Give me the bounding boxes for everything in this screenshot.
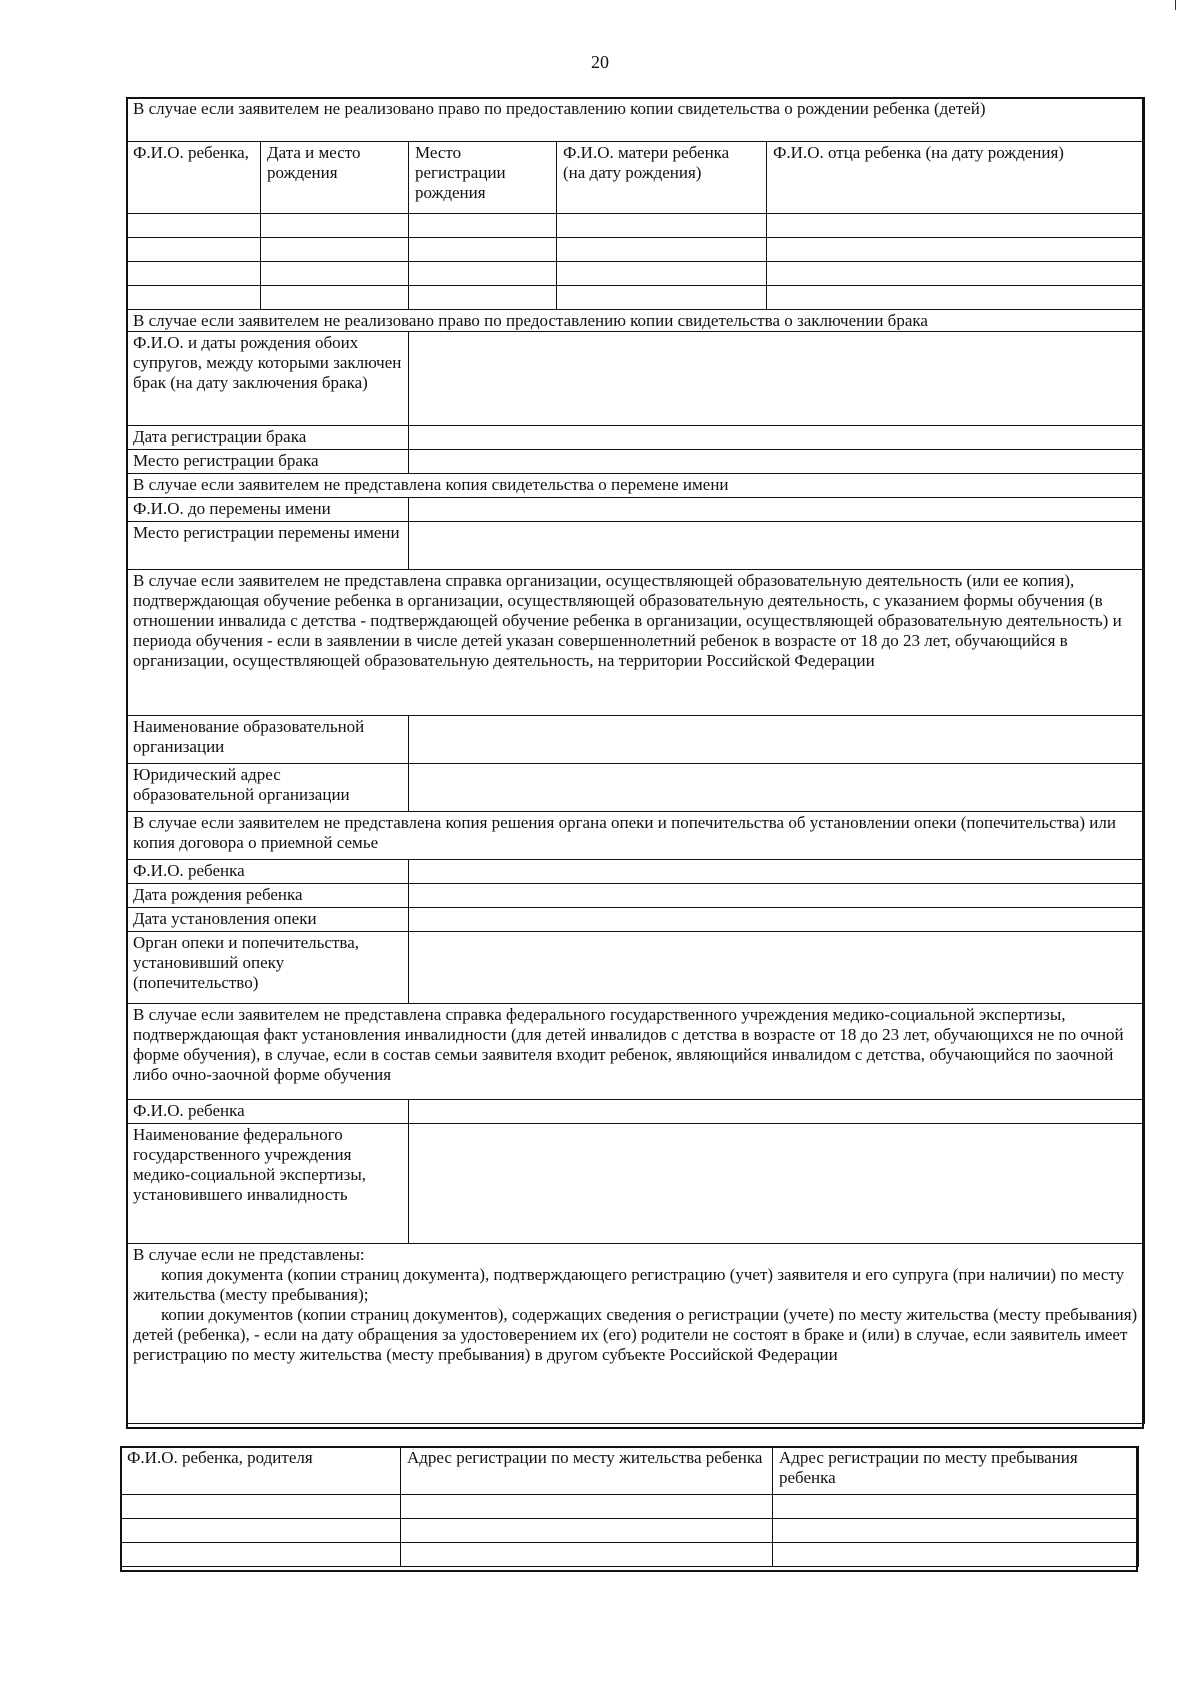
input-cell[interactable] bbox=[121, 1495, 401, 1519]
marriage-date-field[interactable] bbox=[409, 426, 1145, 450]
application-form-table bbox=[126, 97, 1145, 1424]
section1-heading: В случае если заявителем не реализовано право по предоставлению копии свидетельства о рождении ребенка (детей) bbox=[127, 98, 1145, 142]
section7-text bbox=[127, 1244, 1145, 1424]
input-cell[interactable] bbox=[127, 262, 261, 286]
table-row bbox=[121, 1519, 1139, 1543]
input-cell[interactable] bbox=[261, 262, 409, 286]
table-row bbox=[121, 1543, 1139, 1567]
disabled-child-name-label: Ф.И.О. ребенка bbox=[127, 1100, 409, 1124]
input-cell[interactable] bbox=[409, 286, 557, 310]
guardianship-date-label: Дата установления опеки bbox=[127, 908, 409, 932]
input-cell[interactable] bbox=[557, 214, 767, 238]
medical-institution-field[interactable] bbox=[409, 1124, 1145, 1244]
input-cell[interactable] bbox=[767, 262, 1145, 286]
input-cell[interactable] bbox=[557, 238, 767, 262]
section5-heading: В случае если заявителем не представлена копия решения органа опеки и попечительства об установлении опеки (попечительства) или копия договора о приемной семье bbox=[127, 812, 1145, 860]
guardian-child-birth-label: Дата рождения ребенка bbox=[127, 884, 409, 908]
guardian-child-birth-field[interactable] bbox=[409, 884, 1145, 908]
input-cell[interactable] bbox=[121, 1519, 401, 1543]
page-number: 20 bbox=[591, 52, 609, 72]
input-cell[interactable] bbox=[557, 286, 767, 310]
section6-heading: В случае если заявителем не представлена справка федерального государственного учреждения медико-социальной экспертизы, подтверждающая факт установления инвалидности (для детей инвалидов с детства в возрасте от 18 до 23 лет, обучающихся не по очной форме обучения), в случае, если в состав семьи заявителя входит ребенок, являющийся инвалидом с детства, обучающийся по заочной либо очно-заочной форме обучения bbox=[127, 1004, 1145, 1100]
table-row bbox=[127, 262, 1145, 286]
input-cell[interactable] bbox=[773, 1495, 1139, 1519]
input-cell[interactable] bbox=[409, 214, 557, 238]
table-row bbox=[127, 214, 1145, 238]
medical-institution-label: Наименование федерального государственного учреждения медико-социальной экспертизы, установившего инвалидность bbox=[127, 1124, 409, 1244]
section7-paragraph-2: копии документов (копии страниц документов), содержащих сведения о регистрации (учете) по месту жительства (месту пребывания) детей (ребенка), - если на дату обращения за удостоверением их (его) родители не состоят в браке и (или) в случае, если заявитель имеет регистрацию по месту жительства (месту пребывания) в другом субъекте Российской Федерации bbox=[133, 1305, 1138, 1365]
input-cell[interactable] bbox=[127, 214, 261, 238]
guardianship-authority-field[interactable] bbox=[409, 932, 1145, 1004]
input-cell[interactable] bbox=[409, 238, 557, 262]
name-before-change-label: Ф.И.О. до перемены имени bbox=[127, 498, 409, 522]
input-cell[interactable] bbox=[767, 286, 1145, 310]
input-cell[interactable] bbox=[409, 262, 557, 286]
spouses-field[interactable] bbox=[409, 332, 1145, 426]
table-row bbox=[127, 238, 1145, 262]
edu-org-address-label: Юридический адрес образовательной организации bbox=[127, 764, 409, 812]
guardianship-date-field[interactable] bbox=[409, 908, 1145, 932]
input-cell[interactable] bbox=[401, 1495, 773, 1519]
col-birth-registration-place: Место регистрации рождения bbox=[409, 142, 557, 214]
col-residence-address: Адрес регистрации по месту жительства ребенка bbox=[401, 1447, 773, 1495]
marriage-place-label: Место регистрации брака bbox=[127, 450, 409, 474]
input-cell[interactable] bbox=[767, 238, 1145, 262]
section3-heading: В случае если заявителем не представлена копия свидетельства о перемене имени bbox=[127, 474, 1145, 498]
marriage-place-field[interactable] bbox=[409, 450, 1145, 474]
input-cell[interactable] bbox=[401, 1519, 773, 1543]
section7-paragraph-1: копия документа (копии страниц документа), подтверждающего регистрацию (учет) заявителя и его супруга (при наличии) по месту жительства (месту пребывания); bbox=[133, 1265, 1125, 1305]
input-cell[interactable] bbox=[121, 1543, 401, 1567]
input-cell[interactable] bbox=[127, 238, 261, 262]
guardian-child-name-label: Ф.И.О. ребенка bbox=[127, 860, 409, 884]
registration-address-table bbox=[120, 1446, 1139, 1567]
name-change-place-label: Место регистрации перемены имени bbox=[127, 522, 409, 570]
input-cell[interactable] bbox=[773, 1543, 1139, 1567]
col-stay-address: Адрес регистрации по месту пребывания ребенка bbox=[773, 1447, 1139, 1495]
name-change-place-field[interactable] bbox=[409, 522, 1145, 570]
edu-org-address-field[interactable] bbox=[409, 764, 1145, 812]
col-birth-date-place: Дата и место рождения bbox=[261, 142, 409, 214]
scan-edge-mark bbox=[1065, 0, 1176, 10]
table-row bbox=[121, 1495, 1139, 1519]
input-cell[interactable] bbox=[767, 214, 1145, 238]
col-child-name: Ф.И.О. ребенка, bbox=[127, 142, 261, 214]
input-cell[interactable] bbox=[261, 238, 409, 262]
guardian-child-name-field[interactable] bbox=[409, 860, 1145, 884]
table-row bbox=[127, 286, 1145, 310]
spouses-label: Ф.И.О. и даты рождения обоих супругов, между которыми заключен брак (на дату заключения брака) bbox=[127, 332, 409, 426]
input-cell[interactable] bbox=[773, 1519, 1139, 1543]
col-child-parent-name: Ф.И.О. ребенка, родителя bbox=[121, 1447, 401, 1495]
section4-heading: В случае если заявителем не представлена справка организации, осуществляющей образовательную деятельность (или ее копия), подтверждающая обучение ребенка в организации, осуществляющей образовательную деятельность, с указанием формы обучения (в отношении инвалида с детства - подтверждающей обучение ребенка в организации, осуществляющей образовательную деятельность) и периода обучения - если в заявлении в числе детей указан совершеннолетний ребенок в возрасте от 18 до 23 лет, обучающийся в организации, осуществляющей образовательную деятельность, на территории Российской Федерации bbox=[127, 570, 1145, 716]
input-cell[interactable] bbox=[127, 286, 261, 310]
name-before-change-field[interactable] bbox=[409, 498, 1145, 522]
marriage-date-label: Дата регистрации брака bbox=[127, 426, 409, 450]
input-cell[interactable] bbox=[557, 262, 767, 286]
section7-heading: В случае если не представлены: bbox=[133, 1245, 365, 1265]
input-cell[interactable] bbox=[261, 214, 409, 238]
edu-org-name-label: Наименование образовательной организации bbox=[127, 716, 409, 764]
guardianship-authority-label: Орган опеки и попечительства, установивший опеку (попечительство) bbox=[127, 932, 409, 1004]
col-father-name: Ф.И.О. отца ребенка (на дату рождения) bbox=[767, 142, 1145, 214]
section2-heading: В случае если заявителем не реализовано право по предоставлению копии свидетельства о заключении брака bbox=[127, 310, 1145, 332]
input-cell[interactable] bbox=[261, 286, 409, 310]
input-cell[interactable] bbox=[401, 1543, 773, 1567]
col-mother-name: Ф.И.О. матери ребенка (на дату рождения) bbox=[557, 142, 767, 214]
edu-org-name-field[interactable] bbox=[409, 716, 1145, 764]
disabled-child-name-field[interactable] bbox=[409, 1100, 1145, 1124]
